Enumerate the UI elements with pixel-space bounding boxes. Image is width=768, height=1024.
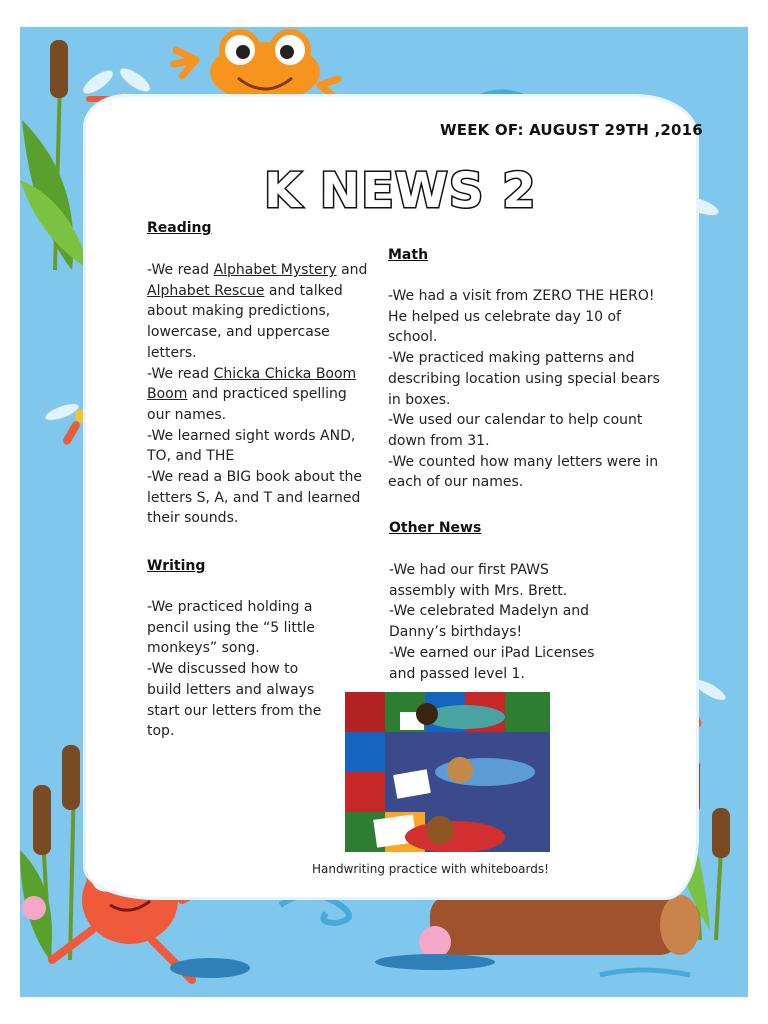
- reading-line-2-start: -We read: [147, 365, 214, 382]
- math-line-2: -We practiced making patterns and describing location using special bears in boxes.: [388, 350, 660, 408]
- writing-text: [147, 597, 337, 742]
- other-line-1: -We had our first PAWS assembly with Mrs. Brett.: [389, 562, 568, 599]
- writing-heading: Writing: [147, 558, 206, 574]
- writing-line-2: -We discussed how to build letters and always start our letters from the top.: [147, 661, 322, 740]
- other-line-3: -We earned our iPad Licenses and passed level 1.: [389, 644, 595, 682]
- photo-caption: Handwriting practice with whiteboards!: [312, 862, 549, 876]
- reading-heading: Reading: [147, 220, 212, 236]
- reading-line-1-and: and: [341, 262, 368, 278]
- reading-line-1-end: and talked about making predictions, lowercase, and uppercase letters.: [147, 282, 343, 361]
- other-news-heading: Other News: [389, 520, 482, 536]
- classroom-photo: [345, 692, 550, 852]
- reading-line-2-end: and practiced spelling our names.: [147, 386, 347, 423]
- reading-line-4: -We read a BIG book about the letters S, A, and T and learned their sounds.: [147, 469, 363, 527]
- other-news-text: [389, 560, 611, 684]
- writing-line-1: -We practiced holding a pencil using the “5 little monkeys” song.: [147, 599, 315, 657]
- reading-line-3: -We learned sight words AND, TO, and THE: [147, 427, 356, 465]
- math-line-4: -We counted how many letters were in each of our names.: [388, 453, 659, 491]
- book-alphabet-rescue: Alphabet Rescue: [147, 282, 265, 299]
- reading-text: [147, 260, 369, 529]
- week-of-date: WEEK OF: AUGUST 29TH ,2016: [440, 121, 703, 139]
- book-chicka-chicka: Chicka Chicka Boom Boom: [147, 365, 357, 403]
- other-line-2: -We celebrated Madelyn and Danny’s birthdays!: [389, 603, 590, 641]
- math-line-1: -We had a visit from ZERO THE HERO! He helped us celebrate day 10 of school.: [388, 288, 655, 346]
- math-heading: Math: [388, 247, 429, 263]
- math-line-3: -We used our calendar to help count down from 31.: [388, 412, 643, 449]
- newsletter-title: K NEWS 2: [264, 163, 537, 219]
- book-alphabet-mystery: Alphabet Mystery: [213, 262, 337, 278]
- math-text: [388, 286, 670, 493]
- reading-line-1-start: -We read: [147, 262, 214, 278]
